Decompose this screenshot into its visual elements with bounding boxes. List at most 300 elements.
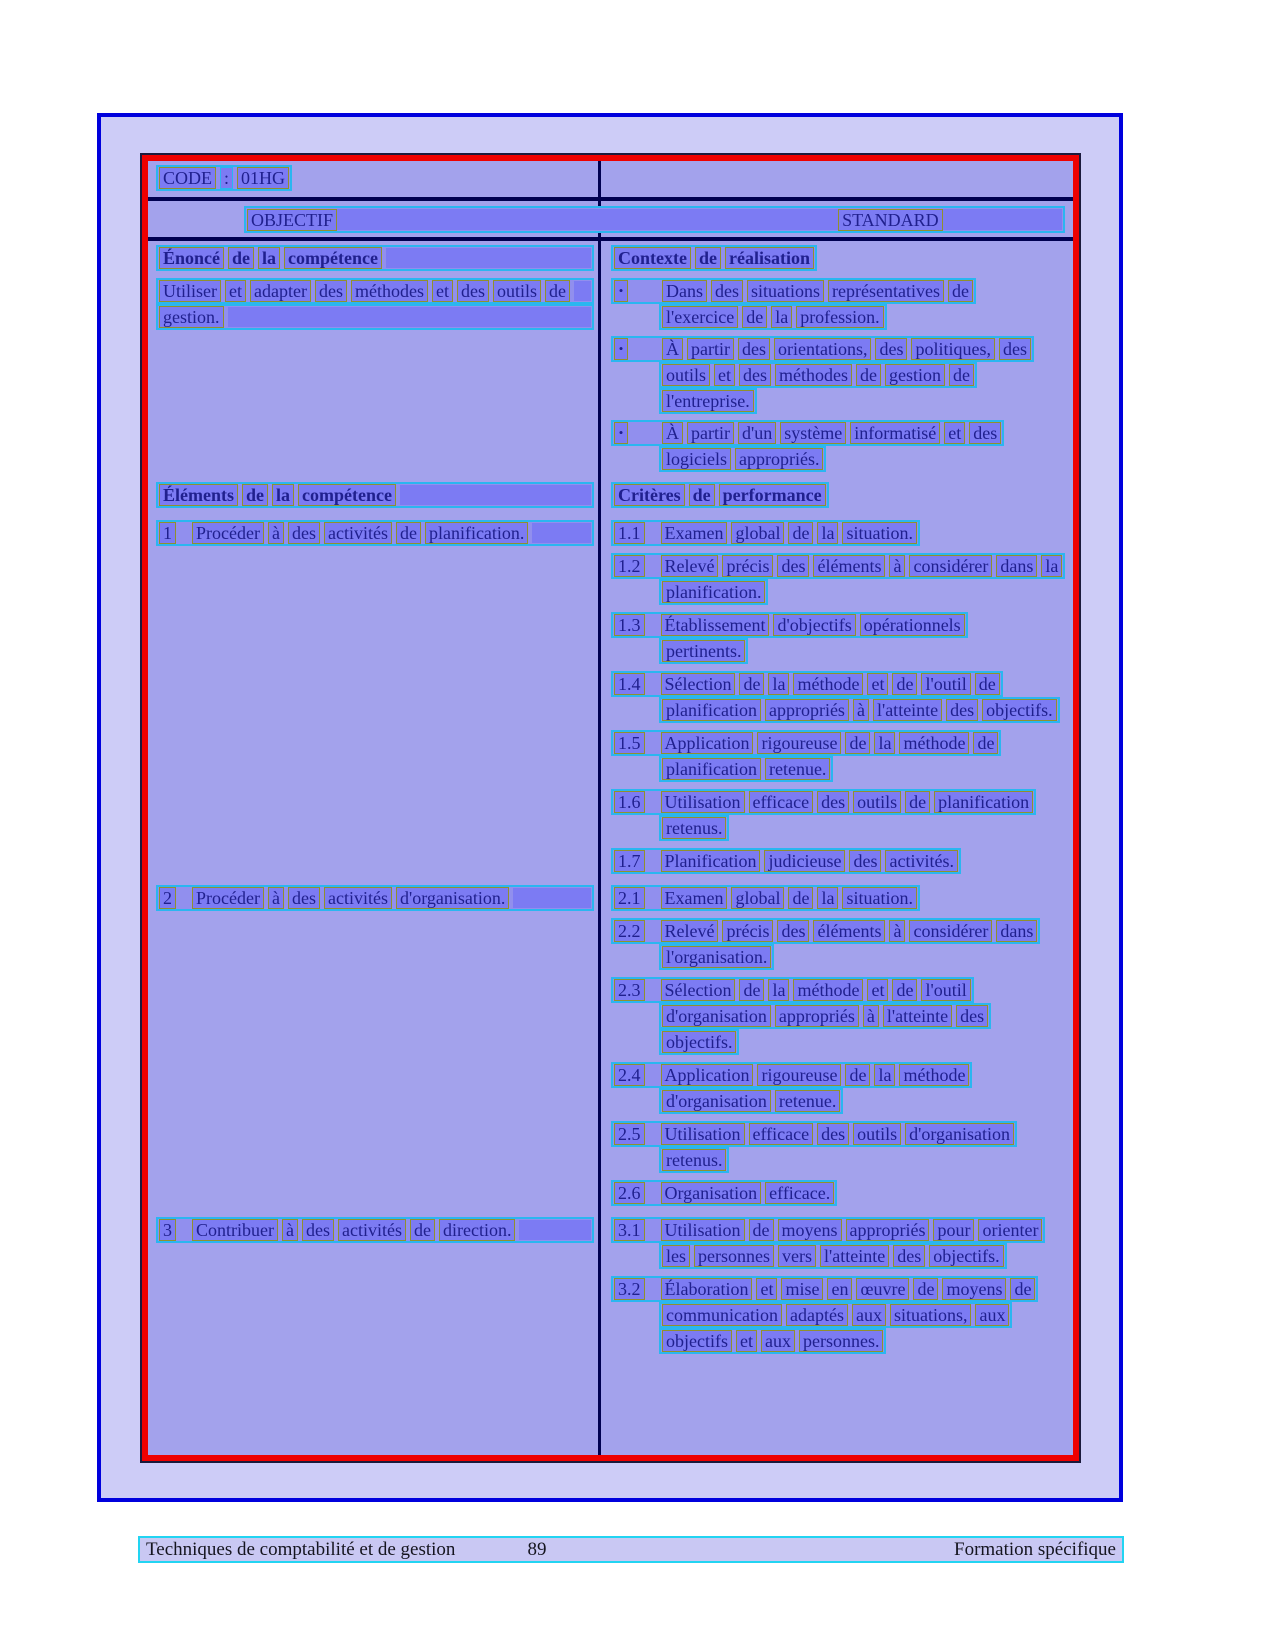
word-box: appropriés xyxy=(846,1219,930,1241)
text-line xyxy=(156,885,594,911)
word-box: retenue. xyxy=(765,758,830,780)
word-box: adaptés xyxy=(786,1304,848,1326)
word-box: éléments xyxy=(813,555,885,577)
word-box: à xyxy=(863,1005,879,1027)
word-box: de xyxy=(410,1219,435,1241)
word-box: à xyxy=(853,699,869,721)
word-box: objectifs. xyxy=(662,1031,736,1053)
footer-page-number: 89 xyxy=(527,1538,547,1560)
word-box: situations, xyxy=(890,1304,972,1326)
criterion-item xyxy=(611,1121,1071,1173)
word-box: la xyxy=(874,1064,895,1086)
criterion-item xyxy=(611,848,1071,874)
word-box: adapter xyxy=(250,280,311,302)
word-gap xyxy=(180,1230,188,1231)
word-box: planification xyxy=(662,699,761,721)
text-line xyxy=(611,1180,837,1206)
word-gap xyxy=(649,1230,657,1231)
word-box: Sélection xyxy=(661,673,736,695)
word-box: de xyxy=(973,732,998,754)
elements-header-cell xyxy=(148,478,598,516)
word-box: informatisé xyxy=(850,422,940,444)
word-box: méthodes xyxy=(351,280,428,302)
text-line xyxy=(611,336,1034,362)
word-box: 1.2 xyxy=(614,555,645,577)
word-box: OBJECTIF xyxy=(247,209,337,231)
word-box: global xyxy=(731,887,784,909)
text-line xyxy=(611,1121,1017,1147)
line-highlight-fill xyxy=(386,248,591,268)
text-line xyxy=(611,278,976,304)
text-line xyxy=(156,482,594,508)
word-box: à xyxy=(282,1219,298,1241)
word-box: opérationnels xyxy=(860,614,965,636)
word-box: de xyxy=(788,887,813,909)
word-box: performance xyxy=(719,484,826,506)
word-box: planification xyxy=(662,758,761,780)
line-highlight-fill xyxy=(228,307,592,327)
word-box: outils xyxy=(662,364,710,386)
word-box: pour xyxy=(933,1219,974,1241)
text-line xyxy=(659,1003,991,1029)
text-line xyxy=(659,579,768,605)
text-line xyxy=(659,362,977,388)
text-line xyxy=(611,1276,1038,1302)
word-box: en xyxy=(827,1278,852,1300)
word-box: précis xyxy=(722,920,773,942)
word-box: la xyxy=(874,732,895,754)
word-box: mise xyxy=(781,1278,823,1300)
word-box: 01HG xyxy=(237,167,289,189)
word-box: de xyxy=(396,522,421,544)
word-box: d'un xyxy=(738,422,776,444)
word-box: des xyxy=(302,1219,334,1241)
word-box: des xyxy=(711,280,743,302)
word-box: des xyxy=(817,1123,849,1145)
competency-table xyxy=(140,153,1081,1463)
criterion-item xyxy=(611,918,1071,970)
word-box: appropriés xyxy=(775,1005,859,1027)
text-line xyxy=(659,1088,843,1114)
word-box: les xyxy=(662,1245,690,1267)
text-line xyxy=(659,1243,1007,1269)
word-box: de xyxy=(545,280,570,302)
word-box: de xyxy=(975,673,1000,695)
word-box: Utilisation xyxy=(661,1123,745,1145)
word-box: de xyxy=(905,791,930,813)
word-box: Relevé xyxy=(661,920,719,942)
line-highlight-fill xyxy=(574,281,591,301)
word-box: objectifs. xyxy=(982,699,1056,721)
text-line xyxy=(659,815,729,841)
bullet-icon: • xyxy=(614,280,628,302)
criterion-item xyxy=(611,612,1071,664)
text-line xyxy=(611,918,1040,944)
word-box: Application xyxy=(661,1064,754,1086)
word-box: gestion xyxy=(885,364,945,386)
criterion-item xyxy=(611,885,1071,911)
word-gap xyxy=(649,566,657,567)
word-box: l'atteinte xyxy=(873,699,942,721)
word-box: des xyxy=(817,791,849,813)
word-box: la xyxy=(817,887,838,909)
text-line xyxy=(611,520,920,546)
text-line xyxy=(659,1302,1012,1328)
word-box: Procéder xyxy=(192,522,264,544)
text-line xyxy=(156,520,594,546)
word-box: l'atteinte xyxy=(820,1245,889,1267)
text-line xyxy=(611,885,920,911)
word-box: l'outil xyxy=(921,673,970,695)
word-box: objectifs. xyxy=(929,1245,1003,1267)
criterion-item xyxy=(611,1217,1071,1269)
word-box: compétence xyxy=(298,484,396,506)
word-gap xyxy=(649,802,657,803)
word-box: la xyxy=(768,979,789,1001)
word-box: 1.1 xyxy=(614,522,645,544)
criterion-item xyxy=(611,671,1071,723)
word-box: et xyxy=(867,979,888,1001)
word-box: à xyxy=(268,522,284,544)
word-box: l'atteinte xyxy=(883,1005,952,1027)
line-highlight-fill xyxy=(943,209,1062,230)
text-line xyxy=(611,789,1036,815)
word-box: de xyxy=(948,280,973,302)
word-box: de xyxy=(892,979,917,1001)
word-gap xyxy=(649,533,657,534)
word-box: d'organisation xyxy=(662,1090,771,1112)
word-box: activités xyxy=(338,1219,406,1241)
word-box: de xyxy=(739,673,764,695)
word-box: méthode xyxy=(899,1064,969,1086)
word-box: considérer xyxy=(909,555,992,577)
word-box: et xyxy=(944,422,965,444)
word-box: de xyxy=(845,732,870,754)
word-box: personnes xyxy=(694,1245,774,1267)
text-line xyxy=(659,304,887,330)
word-box: et xyxy=(867,673,888,695)
word-box: d'objectifs xyxy=(773,614,855,636)
word-box: réalisation xyxy=(725,247,814,269)
word-box: Dans xyxy=(662,280,707,302)
word-box: 3.1 xyxy=(614,1219,645,1241)
word-box: partir xyxy=(687,422,734,444)
word-box: 2.3 xyxy=(614,979,645,1001)
word-box: 1 xyxy=(159,522,176,544)
word-box: efficace. xyxy=(765,1182,834,1204)
word-box: l'outil xyxy=(921,979,970,1001)
word-box: : xyxy=(220,167,233,189)
contexte-cell xyxy=(601,241,1073,478)
word-box: des xyxy=(738,338,770,360)
text-line xyxy=(156,1217,594,1243)
line-highlight-fill xyxy=(337,209,838,230)
word-box: Application xyxy=(661,732,754,754)
word-box: aux xyxy=(761,1330,795,1352)
word-box: compétence xyxy=(284,247,382,269)
word-box: Contribuer xyxy=(192,1219,278,1241)
word-box: retenus. xyxy=(662,817,726,839)
text-line xyxy=(659,697,1060,723)
word-gap xyxy=(649,1134,657,1135)
word-box: 2.2 xyxy=(614,920,645,942)
word-box: Éléments xyxy=(159,484,238,506)
word-box: objectifs xyxy=(662,1330,732,1352)
word-box: global xyxy=(731,522,784,544)
bullet-item xyxy=(611,420,1071,472)
word-box: retenue. xyxy=(775,1090,840,1112)
word-box: des xyxy=(875,338,907,360)
word-box: l'entreprise. xyxy=(662,390,754,412)
text-line xyxy=(611,612,968,638)
word-box: représentatives xyxy=(828,280,944,302)
word-box: la xyxy=(1041,555,1062,577)
word-box: Critères xyxy=(614,484,685,506)
word-box: à xyxy=(268,887,284,909)
word-box: planification. xyxy=(425,522,528,544)
text-line xyxy=(659,1328,886,1354)
word-box: efficace xyxy=(749,791,814,813)
word-box: activités xyxy=(324,522,392,544)
word-box: des xyxy=(956,1005,988,1027)
word-box: situations xyxy=(747,280,824,302)
word-box: logiciels xyxy=(662,448,731,470)
word-box: 1.7 xyxy=(614,850,645,872)
word-box: Utilisation xyxy=(661,791,745,813)
element-2-cell xyxy=(148,881,598,1213)
word-box: Utiliser xyxy=(159,280,221,302)
word-box: Examen xyxy=(661,522,728,544)
word-box: de xyxy=(228,247,254,269)
word-box: la xyxy=(272,484,294,506)
text-line xyxy=(659,944,774,970)
word-box: orientations, xyxy=(774,338,871,360)
word-box: CODE xyxy=(159,167,216,189)
footer-document-title: Techniques de comptabilité et de gestion xyxy=(146,1538,456,1560)
word-box: vers xyxy=(778,1245,816,1267)
word-box: aux xyxy=(852,1304,886,1326)
text-line xyxy=(156,245,594,271)
word-box: outils xyxy=(853,1123,901,1145)
criterion-item xyxy=(611,520,1071,546)
word-box: À xyxy=(662,422,683,444)
text-line xyxy=(659,1029,739,1055)
element-1-cell xyxy=(148,516,598,881)
enonce-cell xyxy=(148,241,598,478)
criteria-1-cell xyxy=(601,516,1073,881)
word-box: de xyxy=(1010,1278,1035,1300)
word-gap xyxy=(180,898,188,899)
word-box: retenus. xyxy=(662,1149,726,1171)
element-3-cell xyxy=(148,1213,598,1455)
page-border-box xyxy=(97,113,1123,1502)
word-box: de xyxy=(856,364,881,386)
word-box: efficace xyxy=(749,1123,814,1145)
word-box: des xyxy=(999,338,1031,360)
word-gap xyxy=(649,1193,657,1194)
criteria-3-cell xyxy=(601,1213,1073,1455)
text-line xyxy=(611,482,829,508)
word-box: de xyxy=(695,247,721,269)
bullet-item xyxy=(611,336,1071,414)
word-box: et xyxy=(756,1278,777,1300)
word-box: de xyxy=(788,522,813,544)
line-highlight-fill xyxy=(513,888,591,908)
word-gap xyxy=(180,533,188,534)
text-line xyxy=(611,1217,1045,1243)
word-box: œuvre xyxy=(856,1278,909,1300)
word-box: éléments xyxy=(813,920,885,942)
word-box: pertinents. xyxy=(662,640,745,662)
text-line xyxy=(611,245,817,271)
word-box: des xyxy=(777,920,809,942)
word-gap xyxy=(632,349,658,350)
word-box: des xyxy=(849,850,881,872)
criterion-item xyxy=(611,1062,1071,1114)
code-empty-cell xyxy=(601,161,1073,197)
word-box: Organisation xyxy=(661,1182,762,1204)
word-box: Contexte xyxy=(614,247,691,269)
word-box: 2 xyxy=(159,887,176,909)
text-line xyxy=(156,278,594,304)
word-box: des xyxy=(739,364,771,386)
word-box: aux xyxy=(975,1304,1009,1326)
word-box: des xyxy=(946,699,978,721)
criterion-item xyxy=(611,553,1071,605)
word-box: appropriés xyxy=(765,699,849,721)
word-box: 1.3 xyxy=(614,614,645,636)
text-line xyxy=(156,165,292,191)
word-gap xyxy=(649,931,657,932)
footer-bar xyxy=(138,1536,1124,1563)
word-box: système xyxy=(780,422,846,444)
text-line xyxy=(611,1062,972,1088)
word-box: profession. xyxy=(796,306,884,328)
word-gap xyxy=(649,684,657,685)
word-box: activités. xyxy=(885,850,957,872)
word-box: d'organisation xyxy=(662,1005,771,1027)
word-gap xyxy=(649,1289,657,1290)
word-box: des xyxy=(288,887,320,909)
word-box: de xyxy=(689,484,715,506)
text-line xyxy=(659,1147,729,1173)
word-box: communication xyxy=(662,1304,782,1326)
word-box: outils xyxy=(493,280,541,302)
column-headers-row xyxy=(148,201,1073,237)
text-line xyxy=(659,756,833,782)
word-box: des xyxy=(288,522,320,544)
word-box: À xyxy=(662,338,683,360)
text-line xyxy=(611,420,1004,446)
code-cell xyxy=(148,161,598,197)
word-box: 1.6 xyxy=(614,791,645,813)
line-highlight-fill xyxy=(532,523,591,543)
word-box: méthode xyxy=(793,979,863,1001)
word-box: moyens xyxy=(778,1219,842,1241)
word-box: STANDARD xyxy=(838,209,943,231)
word-box: dans xyxy=(996,555,1037,577)
text-line xyxy=(611,553,1065,579)
word-box: Énoncé xyxy=(159,247,224,269)
word-box: orienter xyxy=(978,1219,1042,1241)
word-box: de xyxy=(242,484,268,506)
bullet-item xyxy=(611,278,1071,330)
word-box: planification. xyxy=(662,581,765,603)
word-box: et xyxy=(432,280,453,302)
word-box: 1.4 xyxy=(614,673,645,695)
word-box: 2.1 xyxy=(614,887,645,909)
word-box: l'organisation. xyxy=(662,946,771,968)
word-box: gestion. xyxy=(159,306,224,328)
word-box: des xyxy=(315,280,347,302)
word-box: 2.6 xyxy=(614,1182,645,1204)
word-box: des xyxy=(777,555,809,577)
bullet-icon: • xyxy=(614,338,628,360)
text-line xyxy=(156,304,594,330)
word-box: Utilisation xyxy=(661,1219,745,1241)
text-line xyxy=(611,848,961,874)
word-box: rigoureuse xyxy=(757,1064,841,1086)
word-box: 3 xyxy=(159,1219,176,1241)
word-box: situation. xyxy=(842,887,917,909)
word-box: Examen xyxy=(661,887,728,909)
word-box: d'organisation xyxy=(905,1123,1014,1145)
word-box: la xyxy=(771,306,792,328)
word-box: de xyxy=(742,306,767,328)
word-box: Sélection xyxy=(661,979,736,1001)
word-box: Élaboration xyxy=(661,1278,753,1300)
word-box: 2.4 xyxy=(614,1064,645,1086)
word-box: des xyxy=(457,280,489,302)
footer-section-label: Formation spécifique xyxy=(954,1538,1116,1560)
word-box: Relevé xyxy=(661,555,719,577)
word-box: méthode xyxy=(899,732,969,754)
word-box: partir xyxy=(687,338,734,360)
word-box: activités xyxy=(324,887,392,909)
word-box: outils xyxy=(853,791,901,813)
word-box: situation. xyxy=(842,522,917,544)
word-gap xyxy=(649,743,657,744)
word-box: méthodes xyxy=(775,364,852,386)
word-box: et xyxy=(736,1330,757,1352)
word-box: et xyxy=(225,280,246,302)
criteria-2-cell xyxy=(601,881,1073,1213)
word-box: et xyxy=(714,364,735,386)
word-box: la xyxy=(258,247,280,269)
criterion-item xyxy=(611,1276,1071,1354)
word-box: la xyxy=(768,673,789,695)
word-box: planification xyxy=(934,791,1033,813)
word-box: précis xyxy=(722,555,773,577)
criterion-item xyxy=(611,789,1071,841)
word-box: dans xyxy=(996,920,1037,942)
word-box: 2.5 xyxy=(614,1123,645,1145)
word-box: des xyxy=(969,422,1001,444)
word-gap xyxy=(649,898,657,899)
text-line xyxy=(611,730,1001,756)
word-box: à xyxy=(889,920,905,942)
word-box: rigoureuse xyxy=(757,732,841,754)
word-box: de xyxy=(913,1278,938,1300)
word-gap xyxy=(649,990,657,991)
word-gap xyxy=(649,861,657,862)
word-box: de xyxy=(739,979,764,1001)
word-box: appropriés. xyxy=(735,448,823,470)
word-box: d'organisation. xyxy=(396,887,509,909)
word-box: Procéder xyxy=(192,887,264,909)
criterion-item xyxy=(611,730,1071,782)
word-box: moyens xyxy=(942,1278,1006,1300)
